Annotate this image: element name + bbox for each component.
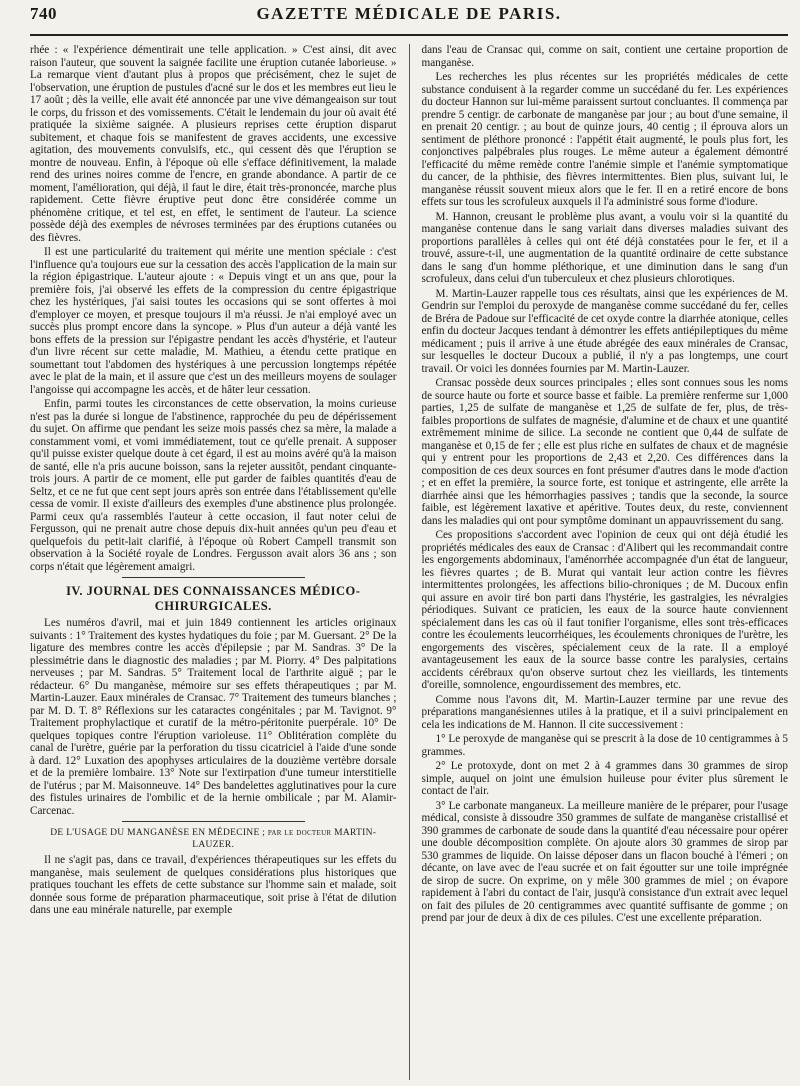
page-number: 740 bbox=[30, 4, 57, 23]
column-divider bbox=[409, 44, 410, 1080]
paragraph: 2° Le protoxyde, dont on met 2 à 4 grammes dans 30 grammes de sirop simple, auquel on joint une émulsion huileuse pour éviter plus sûrement le contact de l'air. bbox=[421, 760, 788, 797]
paragraph: 1° Le peroxyde de manganèse qui se prescrit à la dose de 10 centigrammes à 5 grammes. bbox=[421, 733, 788, 758]
paragraph: Comme nous l'avons dit, M. Martin-Lauzer termine par une revue des préparations manganésiennes utiles à la pratique, et il a suivi principalement en cela les indications de M. Hannon. Il cite successivement : bbox=[421, 693, 788, 731]
paragraph: Ces propositions s'accordent avec l'opinion de ceux qui ont déjà étudié les propriétés médicales des eaux de Cransac : d'Alibert qui les recommandait contre les engorgements abdominaux, l'aménorrhée accompagnée d'un état de langueur, les fièvres quartes ; de B. Murat qui vantait leur action contre les fièvres intermittentes prolongées, les affections bilio-chroniques ; de M. Ducoux enfin qui assure en avoir tiré bon parti dans l'hystérie, les gastralgies, les névralgies périodiques. Suivant ce praticien, les eaux de la source haute conviennent spécialement dans les cas où il faut tonifier l'organisme, elles sont très-efficaces contre les écoulements leucorrhéiques, les écoulements chroniques de l'urètre, les engorgements des viscères, spécialement ceux de la rate. Il a employé avantageusement les eaux de la source basse contre les paralysies, certains accidents cérébraux qu'on observe surtout chez les vieillards, les tintements d'oreille, somnolence, engourdissement des membres, etc. bbox=[421, 529, 788, 691]
paragraph: Les recherches les plus récentes sur les propriétés médicales de cette substance conduisent à la regarder comme un succédané du fer. Les expériences du docteur Hannon sur lui-même paraissent surtout concluantes. Il commença par prendre 5 centigr. de carbonate de manganèse par jour ; au bout d'une semaine, il en prenait 20 centigr. ; au bout de quinze jours, 40 centig ; il éprouva alors un sentiment de pléthore prononcé : l'appétit était augmenté, le pouls plus fort, les conjonctives palpébrales plus rouges. Le même auteur a également démontré l'efficacité du même remède contre l'anémie simple et l'anémie symptomatique du cancer, de la phthisie, des fièvres intermittentes. Bien plus, suivant lui, le manganèse réussit souvent mieux alors que le fer. Il en a retiré encore de bons effets sur tous les scrofuleux auxquels il l'a administré sous forme d'iodure. bbox=[421, 71, 788, 208]
paragraph: dans l'eau de Cransac qui, comme on sait, contient une certaine proportion de manganèse. bbox=[421, 44, 788, 69]
article-title: DE L'USAGE DU MANGANÈSE EN MÉDECINE ; par le docteur MARTIN-LAUZER. bbox=[50, 828, 377, 850]
paragraph: Enfin, parmi toutes les circonstances de cette observation, la moins curieuse n'est pas la durée si longue de l'abstinence, rapprochée du peu de dépérissement du sujet. On affirme que pendant les seize mois passés chez sa mère, la malade a constamment vomi, et vomi immédiatement, tout ce qu'elle prenait. A supposer qu'il puisse exister quelque doute à cet égard, il est au moins avéré qu'à la maison de santé, elle n'a pris aucune boisson, sans la rejeter aussitôt, pendant cinquante-trois jours. A partir de ce moment, elle put garder de faibles quantités d'eau de Seltz, et ce ne fut que cent sept jours après son entrée dans l'établissement qu'elle cessa de vomir. Il existe d'ailleurs des exemples d'une abstinence plus prolongée. Parmi ceux qu'a rassemblés l'auteur à cette occasion, il faut noter celui de Fergusson, qui ne prenait autre chose depuis dix-huit années qu'un peu d'eau et quelquefois du petit-lait clarifié, à l'époque où Robert Campell transmit son observation à la Société royale de Londres. Fergusson avait alors 36 ans ; son corps n'était que légèrement amaigri. bbox=[30, 398, 397, 573]
section-title: IV. JOURNAL DES CONNAISSANCES MÉDICO-CHIRURGICALES. bbox=[66, 584, 361, 613]
running-title: GAZETTE MÉDICALE DE PARIS. bbox=[256, 4, 562, 23]
paragraph: 3° Le carbonate manganeux. La meilleure manière de le préparer, pour l'usage médical, consiste à dissoudre 350 grammes de sulfate de manganèse cristallisé et 390 grammes de carbonate de soude dans la quantité d'eau nécessaire pour opérer une double décomposition complète. On ajoute alors 30 grammes de sirop par 530 grammes de liquide. On laisse déposer dans un flacon bouché à l'émeri ; on décante, on lave avec de l'eau sucrée et on fait égoutter sur une toile imprégnée de sirop de sucre. On exprime, on y mêle 300 grammes de miel ; on évapore rapidement à l'abri du contact de l'air, jusqu'à consistance d'un extrait avec lequel on fait des pilules de 20 centigrammes avec quantité suffisante de gomme ; on prend par jour de deux à dix de ces pilules. C'est une excellente préparation. bbox=[421, 799, 788, 924]
header-rule bbox=[30, 34, 788, 36]
left-paragraphs-2 bbox=[30, 617, 397, 817]
paragraph: Cransac possède deux sources principales ; elles sont connues sous les noms de source haute ou forte et source basse et faible. La première renferme sur 1,000 parties, 1,25 de sulfate de manganèse et 1,25 de sulfate de fer, plus, de très-faibles proportions de sulfates de magnésie, d'alumine et de chaux et une quantité extrêmement minime de silice. La seconde ne contient que 0,44 de sulfate de manganèse et 0,15 de fer ; elle est plus riche en sulfates de chaux et de magnésie qui y entrent pour les proportions de 2,43 et 2,20. Ces différences dans la composition de ces deux sources en font présumer d'autres dans le mode d'action ; et en effet la première, la source forte, est tonique et astringente, elle arrête la diarrhée ainsi que les hémorrhagies passives ; tandis que la seconde, la source faible, est légèrement laxative et apéritive. Toutes deux, du reste, conviennent dans les maladies qui ont pour symptôme dominant un appauvrissement du sang. bbox=[421, 377, 788, 527]
left-paragraphs-1 bbox=[30, 44, 397, 573]
paragraph: M. Martin-Lauzer rappelle tous ces résultats, ainsi que les expériences de M. Gendrin sur l'emploi du peroxyde de manganèse comme succédané du fer, celles de Bréra de Padoue sur l'efficacité de cet oxyde contre la diarrhée atonique, celles enfin du docteur Jacques tendant à démontrer les effets antiépileptiques du même médicament ; puis il arrive à une étude abrégée des eaux minérales de Cransac, sur lesquelles le docteur Ducoux a publié, il n'y a pas longtemps, une court travail. Or voici les données fournies par M. Martin-Lauzer. bbox=[421, 287, 788, 375]
right-column bbox=[422, 44, 789, 1080]
article-separator bbox=[122, 821, 305, 822]
left-column bbox=[30, 44, 397, 1080]
paragraph: Il ne s'agit pas, dans ce travail, d'expériences thérapeutiques sur les effets du manganèse, mais seulement de quelques considérations plus historiques que pratiques touchant les effets de cette substance sur l'homme sain et malade, soit donnée sous forme de préparation pharmaceutique, soit prise à l'état de dilution dans une eau minérale naturelle, par exemple bbox=[30, 854, 397, 916]
right-paragraphs bbox=[422, 44, 789, 925]
paragraph: Il est une particularité du traitement qui mérite une mention spéciale : c'est l'influence qu'a toujours eue sur la cessation des accès l'application de la main sur la région épigastrique. L'auteur ajoute : « Depuis vingt et un ans que, pour la première fois, j'ai observé les effets de la compression du centre épigastrique chez les hystériques, j'ai saisi toutes les occasions qui se sont offertes à moi d'employer ce moyen, et presque toujours il m'a réussi. Je n'ai employé avec un succès plus prompt encore dans la syncope. » Plus d'un auteur a déjà vanté les bons effets de la pression sur l'épigastre pendant les accès d'hystérie, et l'auteur d'un livre récent sur cette maladie, M. Mathieu, a étendu cette pratique en soumettant tout l'abdomen des hystériques à une percussion longtemps répétée avec le plat de la main, et il assure que c'est un des meilleurs moyens de soulager l'angoisse qui accompagne les accès, et de hâter leur cessation. bbox=[30, 246, 397, 396]
left-paragraphs-3 bbox=[30, 854, 397, 917]
paragraph: Les numéros d'avril, mai et juin 1849 contiennent les articles originaux suivants : 1° Traitement des kystes hydatiques du foie ; par M. Guersant. 2° De la ligature des membres contre les accès d'épilepsie ; par M. Sandras. 3° De la plessimétrie dans le diagnostic des maladies ; par M. Piorry. 4° Des palpitations nerveuses ; par M. Sandras. 5° Traitement local de l'arthrite aiguë ; par le rédacteur. 6° Du manganèse, mémoire sur ses effets thérapeutiques ; par M. Martin-Lauzer. Eaux minérales de Cransac. 7° Traitement des tumeurs blanches ; par M. D. T. 8° Réflexions sur les cataractes congénitales ; par M. Tavignot. 9° Traitement prophylactique et curatif de la métro-péritonite puerpérale. 10° De quelques topiques contre l'éruption varioleuse. 11° Oblitération complète du canal de l'urètre, guérie par la perforation du tissu cicatriciel à l'aide d'une sonde à dard. 12° Luxation des apophyses articulaires de la douzième vertèbre dorsale et de la première lombaire. 13° Note sur l'extirpation d'une tumeur interstitielle de l'utérus ; par M. Maisonneuve. 14° Des bandelettes agglutinatives pour la cure des fistules urinaires de l'ombilic et de la hernie ombilicale ; par M. Alamir-Carcenac. bbox=[30, 617, 397, 817]
section-separator bbox=[122, 577, 305, 578]
columns bbox=[30, 44, 788, 1080]
paragraph: M. Hannon, creusant le problème plus avant, a voulu voir si la quantité du manganèse contenue dans le sang variait dans diverses maladies suivant des proportions parallèles à celles qui ont été déjà constatées pour le fer, et il a trouvé, assure-t-il, une augmentation de la quantité ordinaire de cette substance dans le sang d'un homme pléthorique, et une diminution dans le sang d'un scrofuleux, dans celui d'un tuberculeux et chez plusieurs chlorotiques. bbox=[421, 210, 788, 285]
paragraph: rhée : « l'expérience démentirait une telle application. » C'est ainsi, dit avec raison l'auteur, que souvent la saignée facilite une éruption cutanée laborieuse. » La remarque vient d'autant plus à propos que précisément, chez le sujet de l'observation, une éruption de pustules d'acné sur le dos et les membres eut lieu le 17 août ; dès la veille, elle avait été annoncée par une vive démangeaison sur tout le corps, du frisson et des vomissements. C'était le lendemain du jour où avait été pratiquée la sixième saignée. A plusieurs reprises cette éruption disparut subitement, et chaque fois se manifestent de graves accidents, une excessive agitation, des mouvements convulsifs, etc., qui cessent dès que l'éruption se montre de nouveau. Enfin, à l'époque où elle s'efface définitivement, la malade rend des urines noires comme de l'encre, en grande abondance. A partir de ce moment, l'amélioration, qui déjà, il faut le dire, était très-prononcée, marche plus rapidement. Cette fièvre éruptive peut donc être considérée comme un phénomène critique, et tel est, en effet, le sentiment de l'auteur. La science possède déjà des exemples de névroses terminées par des éruptions cutanées ou des fièvres. bbox=[30, 44, 397, 244]
page-header bbox=[30, 0, 788, 40]
